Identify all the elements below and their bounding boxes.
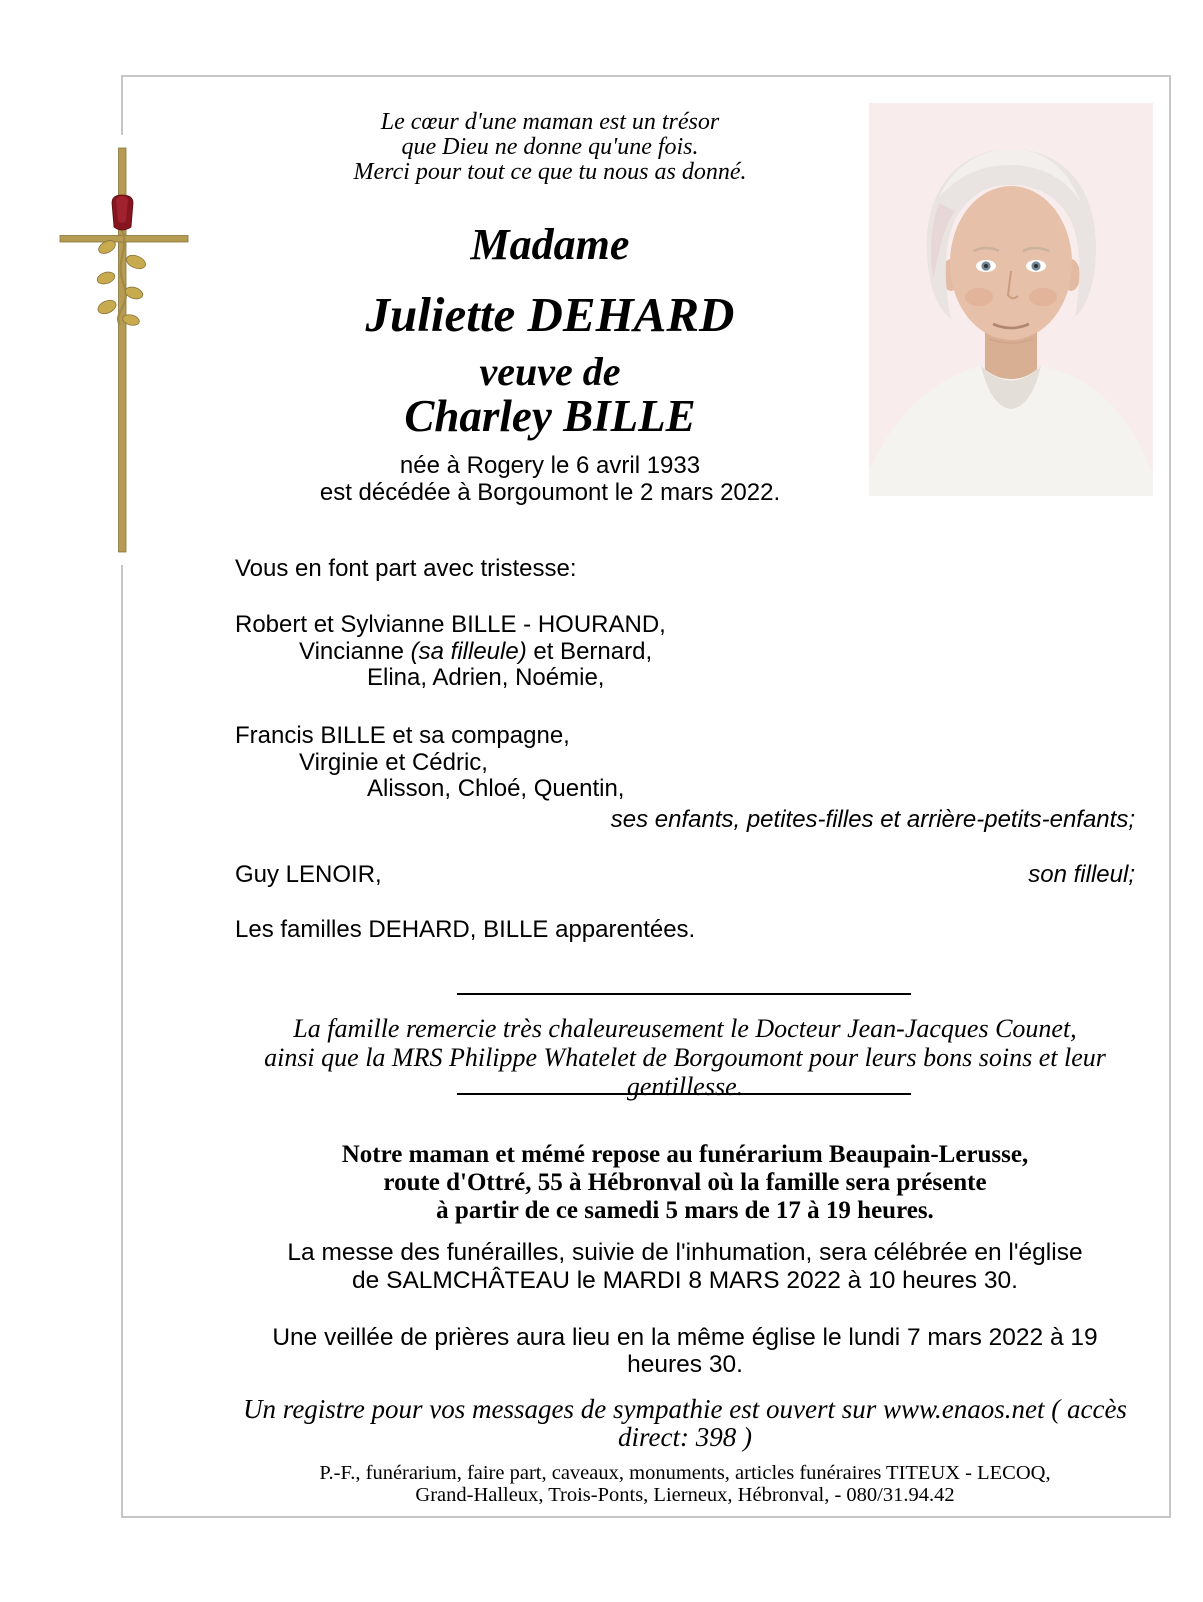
- descendants-note: ses enfants, petites-filles et arrière-petits-enfants;: [610, 806, 1135, 833]
- family-line: Francis BILLE et sa compagne,: [235, 722, 570, 749]
- family-group-1: [235, 612, 1135, 692]
- portrait-svg: [869, 103, 1153, 496]
- repose-block: [235, 1141, 1135, 1225]
- footer: [235, 1463, 1135, 1506]
- family-line: Robert et Sylvianne BILLE - HOURAND,: [235, 611, 666, 638]
- repose-line: à partir de ce samedi 5 mars de 17 à 19 heures.: [436, 1197, 934, 1224]
- register-line: Un registre pour vos messages de sympathie est ouvert sur www.enaos.net ( accès direct: 398 ): [243, 1394, 1127, 1452]
- family-line-pre: Vincianne: [299, 637, 411, 665]
- family-line-relation: (sa filleule): [410, 637, 527, 665]
- birth-death-block: [235, 452, 865, 506]
- thanks-line: La famille remercie très chaleureusement le Docteur Jean-Jacques Counet,: [293, 1014, 1077, 1043]
- thanks-block: [235, 1014, 1135, 1101]
- family-line: Elina, Adrien, Noémie,: [367, 664, 605, 691]
- family-line: [235, 639, 1135, 666]
- footer-line: Grand-Halleux, Trois-Ponts, Lierneux, Hébronval, - 080/31.94.42: [415, 1483, 955, 1506]
- repose-line: route d'Ottré, 55 à Hébronval où la famille sera présente: [383, 1169, 987, 1196]
- godson-name: Guy LENOIR,: [235, 861, 382, 888]
- vigil-line: Une veillée de prières aura lieu en la même église le lundi 7 mars 2022 à 19 heures 30.: [272, 1324, 1098, 1378]
- spouse-name: Charley BILLE: [404, 391, 696, 441]
- related-families: Les familles DEHARD, BILLE apparentées.: [235, 916, 696, 943]
- epitaph: [235, 110, 865, 185]
- footer-line: P.-F., funérarium, faire part, caveaux, monuments, articles funéraires TITEUX - LECOQ,: [319, 1462, 1051, 1484]
- deceased-name: Juliette DEHARD: [365, 287, 735, 342]
- civility-title: Madame: [470, 220, 630, 269]
- memorial-cross-icon: [50, 135, 195, 565]
- announcement-intro: Vous en font part avec tristesse:: [235, 555, 577, 582]
- family-group-2: [235, 723, 1135, 803]
- funeral-mass-line: de SALMCHÂTEAU le MARDI 8 MARS 2022 à 10 heures 30.: [352, 1266, 1018, 1294]
- separator-line: [457, 993, 911, 995]
- family-line-post: et Bernard,: [526, 637, 653, 665]
- thanks-line: ainsi que la MRS Philippe Whatelet de Borgoumont pour leurs bons soins et leur gentillesse.: [264, 1043, 1106, 1101]
- widow-label: veuve de: [479, 349, 621, 394]
- cross-svg: [50, 135, 195, 565]
- epitaph-line: Le cœur d'une maman est un trésor: [380, 109, 720, 135]
- birth-line: née à Rogery le 6 avril 1933: [399, 452, 701, 479]
- funeral-mass-line: La messe des funérailles, suivie de l'inhumation, sera célébrée en l'église: [287, 1239, 1083, 1266]
- godson-row: [235, 861, 1135, 889]
- epitaph-line: que Dieu ne donne qu'une fois.: [401, 134, 699, 160]
- epitaph-line: Merci pour tout ce que tu nous as donné.: [353, 159, 747, 185]
- separator-line: [457, 1093, 911, 1095]
- death-line: est décédée à Borgoumont le 2 mars 2022.: [319, 479, 781, 506]
- family-line: Virginie et Cédric,: [299, 748, 488, 776]
- family-line: Alisson, Chloé, Quentin,: [367, 775, 625, 802]
- funeral-mass-block: [235, 1239, 1135, 1294]
- repose-line: Notre maman et mémé repose au funérarium Beaupain-Lerusse,: [341, 1141, 1029, 1168]
- portrait-photo: [869, 103, 1153, 496]
- godson-relation: son filleul;: [1028, 861, 1135, 888]
